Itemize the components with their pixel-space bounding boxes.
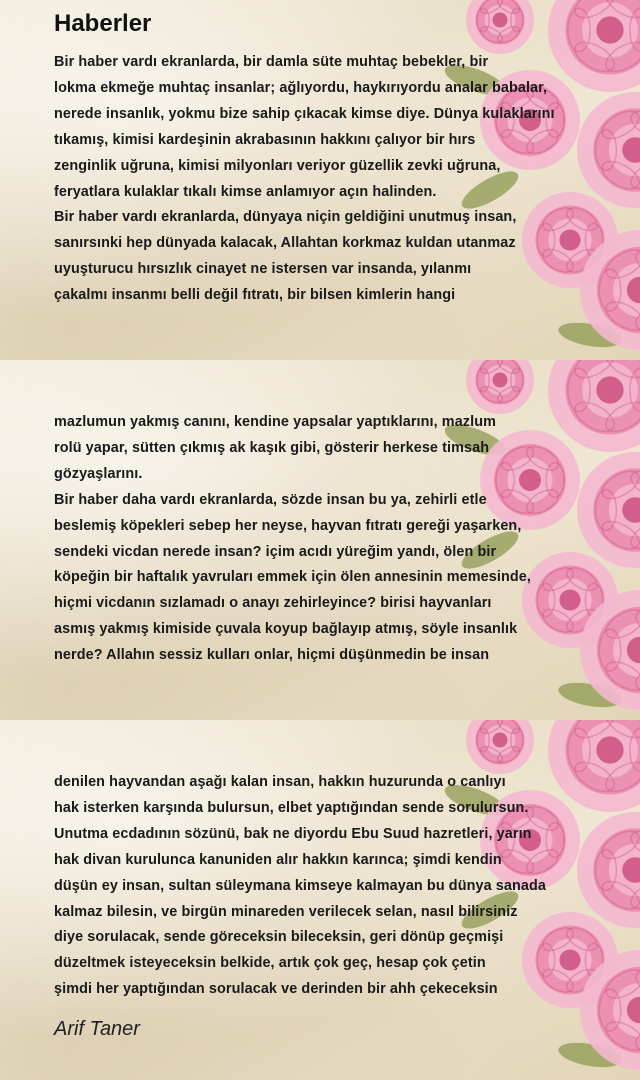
poem-line: mazlumun yakmış canını, kendine yapsalar yaptıklarını, mazlum [54, 414, 496, 430]
poem-line: uyuşturucu hırsızlık cinayet ne istersen var insanda, yılanmı [54, 261, 472, 278]
poem-line: diye sorulacak, sende göreceksin bileceksin, geri dönüp geçmişi [54, 929, 504, 946]
poem-line: köpeğin bir haftalık yavruları emmek için ölen annesinin memesinde, [54, 569, 531, 586]
poem-line: hak divan kurulunca kanuniden alır hakkın karıncа; şimdi kendin [54, 851, 502, 868]
poem-line: Bir haber daha vardı ekranlarda, sözde insan bu ya, zehirli etle [54, 491, 487, 508]
rose-shape [466, 360, 534, 414]
poem-line: sendeki vicdan nerede insan? içim acıdı yüreğim yandı, ölen bir [54, 543, 497, 560]
poem-line: rolü yapar, sütten çıkmış ak kaşık gibi, gösterir herkese timsah [54, 439, 490, 456]
poem-line: gözyaşlarını. [54, 465, 143, 482]
poem-line: hak isterken karşında bulursun, elbet yaptığından sende sorulursun. [54, 799, 529, 816]
poem-line: çakalmı insanmı belli değil fıtratı, bir bilsen kimlerin hangi [54, 287, 456, 304]
poem-line: nerede insanlık, yokmu bize sahip çıkacak kimse diye. Dünya kulaklarını [54, 105, 555, 122]
poem-text-part-2 [54, 410, 614, 669]
poem-text-part-1 [54, 50, 614, 309]
poem-line: hiçmi vicdanın sızlamadı o anayı zehirleyince? birisi hayvanları [54, 595, 492, 612]
poem-line: tıkamış, kimisi kardeşinin akrabasının hakkını çalıyor bir hırs [54, 131, 476, 148]
poem-line: kalmaz bilesin, ve birgün minareden verilecek selan, nasıl bilirsiniz [54, 903, 518, 920]
poem-line: sanırsınki hep dünyada kalacak, Allahtan korkmaz kuldan utanmaz [54, 235, 516, 252]
poem-author: Arif Taner [54, 1018, 140, 1040]
rose-shape [466, 720, 534, 774]
poem-line: Bir haber vardı ekranlarda, dünyaya niçin geldiğini unutmuş insan, [54, 209, 517, 226]
poem-line: düşün ey insan, sultan süleymana kimseye kalmayan bu dünya sanada [54, 877, 546, 894]
poem-line: asmış yakmış kimiside çuvala koyup bağlayıp atmış, söyle insanlık [54, 621, 518, 638]
poem-text-part-3 [54, 770, 614, 1003]
poem-line: beslemiş köpekleri sebep her neyse, hayvan fıtratı gereği yaşarken, [54, 517, 522, 534]
poem-line: zenginlik uğruna, kimisi milyonları veriyor güzellik zevki uğruna, [54, 157, 501, 174]
poem-line: nerde? Allahın sessiz kulları onlar, hiçmi düşünmedin be insan [54, 647, 490, 664]
poem-line: düzeltmek isteyeceksin belkide, artık çok geç, hesap çok çetin [54, 955, 486, 972]
poem-line: Unutma ecdadının sözünü, bak ne diyordu Ebu Suud hazretleri, yarın [54, 825, 532, 842]
poem-panel-1 [0, 0, 640, 360]
poem-panel-3 [0, 720, 640, 1080]
poem-line: denilen hayvandan aşağı kalan insan, hakkın huzurunda o canlıyı [54, 774, 506, 790]
poem-line: feryatlara kulaklar tıkalı kimse anlamıyor açın halinden. [54, 183, 437, 200]
poem-panel-2 [0, 360, 640, 720]
poem-line: lokma ekmeğe muhtaç insanlar; ağlıyordu, haykırıyordu analar babalar, [54, 79, 548, 96]
poem-line: şimdi her yaptığından sorulacak ve derinden bir ahh çekeceksin [54, 981, 498, 998]
rose-shape [466, 0, 534, 54]
poem-line: Bir haber vardı ekranlarda, bir damla süte muhtaç bebekler, bir [54, 54, 489, 70]
poem-title: Haberler [54, 10, 152, 37]
